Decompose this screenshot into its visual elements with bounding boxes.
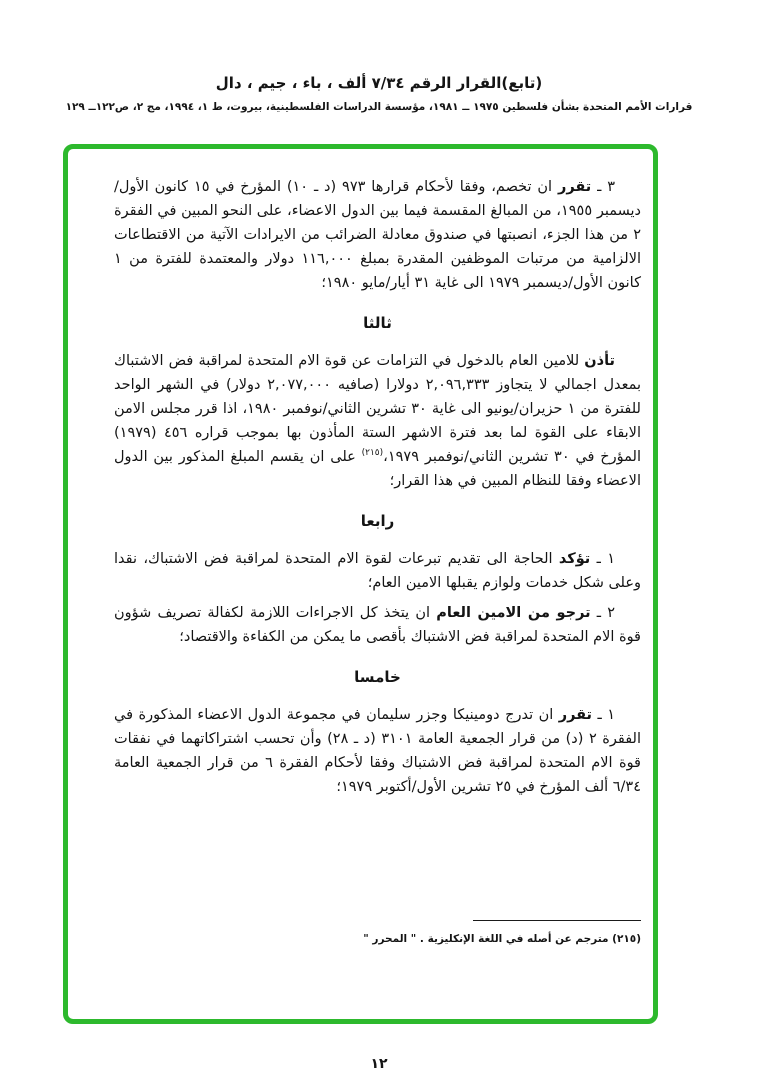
page-header [0, 74, 758, 113]
paragraph-decide [114, 703, 641, 799]
section-heading-fourth: رابعا [360, 512, 395, 530]
paragraph-request [114, 601, 641, 649]
lead-word: ترجو من الامين العام [436, 605, 591, 621]
document-body [68, 149, 653, 909]
footnote-reference: (٢١٥) [361, 448, 384, 459]
header-source-citation: قرارات الأمم المتحدة بشأن فلسطين ١٩٧٥ ــ ١٩٨١، مؤسسة الدراسات الفلسطينية، بيروت، ط ١، ١٩٩٤، مج ٢، ص١٢٢ــ ١٢٩ [65, 101, 693, 113]
paragraph-text: ان يتخذ كل الاجراءات اللازمة لكفالة تصريف شؤون قوة الام المتحدة لمراقبة فض الاشتباك بأقصى ما يمكن من الكفاءة والاقتصاد؛ [114, 605, 641, 645]
paragraph-text: الحاجة الى تقديم تبرعات لقوة الام المتحدة لمراقبة فض الاشتباك، نقدا وعلى شكل خدمات ولوازم يقبلها الامين العام؛ [114, 551, 641, 591]
footnote-area [341, 920, 641, 947]
paragraph-affirm [114, 547, 641, 595]
lead-word: تأذن [584, 353, 615, 369]
paragraph-3 [114, 175, 641, 295]
footnote-text: (٢١٥) مترجم عن أصله في اللغة الإنكليزية . " المحرر " [363, 933, 641, 945]
paragraph-number: ٢ ـ [590, 605, 616, 621]
lead-word: تقرر [558, 707, 592, 723]
paragraph-text: للامين العام بالدخول في التزامات عن قوة الام المتحدة لمراقبة فض الاشتباك بمعدل اجمالي لا يتجاوز ٢,٠٩٦,٣٣٣ دولارا (صافيه ٢,٠٧٧,٠٠٠ دولار) في الشهر الواحد للفترة من ١ حزيران/يونيو الى غاية ٣٠ تشرين الثاني/نوفمبر ١٩٨٠، اذا قرر مجلس الامن الابقاء على القوة لما بعد فترة الاشهر الستة المأذون بها بموجب قراره ٤٥٦ (١٩٧٩) المؤرخ في ٣٠ تشرين الثاني/نوفمبر ١٩٧٩، [114, 353, 641, 465]
paragraph-text: ان تخصم، وفقا لأحكام قرارها ٩٧٣ (د ـ ١٠) المؤرخ في ١٥ كانون الأول/ديسمبر ١٩٥٥، من المبالغ المقسمة فيما بين الدول الاعضاء، على النحو المبين في الفقرة ٢ من هذا الجزء، انصبتها في صندوق معادلة الضرائب من الايرادات الآتية من الاقتطاعات الالزامية من مرتبات الموظفين المقدرة بمبلغ ١١٦,٠٠٠ دولار والمعتمدة للفترة من ١ كانون الأول/ديسمبر ١٩٧٩ الى غاية ٣١ أيار/مايو ١٩٨٠؛ [114, 179, 642, 291]
paragraph-number: ١ ـ [590, 551, 615, 567]
paragraph-number: ١ ـ [592, 707, 616, 723]
paragraph-text: على ان يقسم المبلغ المذكور بين الدول الاعضاء وفقا للنظام المبين في هذا القرار؛ [114, 449, 641, 489]
header-resolution-title: (تابع)القرار الرقم ٧/٣٤ ألف ، باء ، جيم ، دال [215, 74, 543, 92]
lead-word: تؤكد [558, 551, 591, 567]
footnote-separator [473, 920, 641, 921]
green-frame [63, 144, 658, 1024]
paragraph-authorize [114, 349, 641, 493]
paragraph-number: ٣ ـ [591, 179, 615, 195]
paragraph-text: ان تدرج دومينيكا وجزر سليمان في مجموعة الدول الاعضاء المذكورة في الفقرة ٢ (د) من قرار الجمعية العامة ٣١٠١ (د ـ ٢٨) وأن تحسب اشتراكاتهما في نفقات قوة الام المتحدة لمراقبة فض الاشتباك وفقا لأحكام الفقرة ٦ من قرار الجمعية العامة ٦/٣٤ ألف المؤرخ في ٢٥ تشرين الأول/أكتوبر ١٩٧٩؛ [114, 707, 641, 795]
section-heading-fifth: خامسا [354, 668, 401, 686]
page-number: ١٢ [370, 1056, 388, 1072]
section-heading-third: ثالثا [363, 314, 392, 332]
lead-word: تقرر [557, 179, 592, 195]
